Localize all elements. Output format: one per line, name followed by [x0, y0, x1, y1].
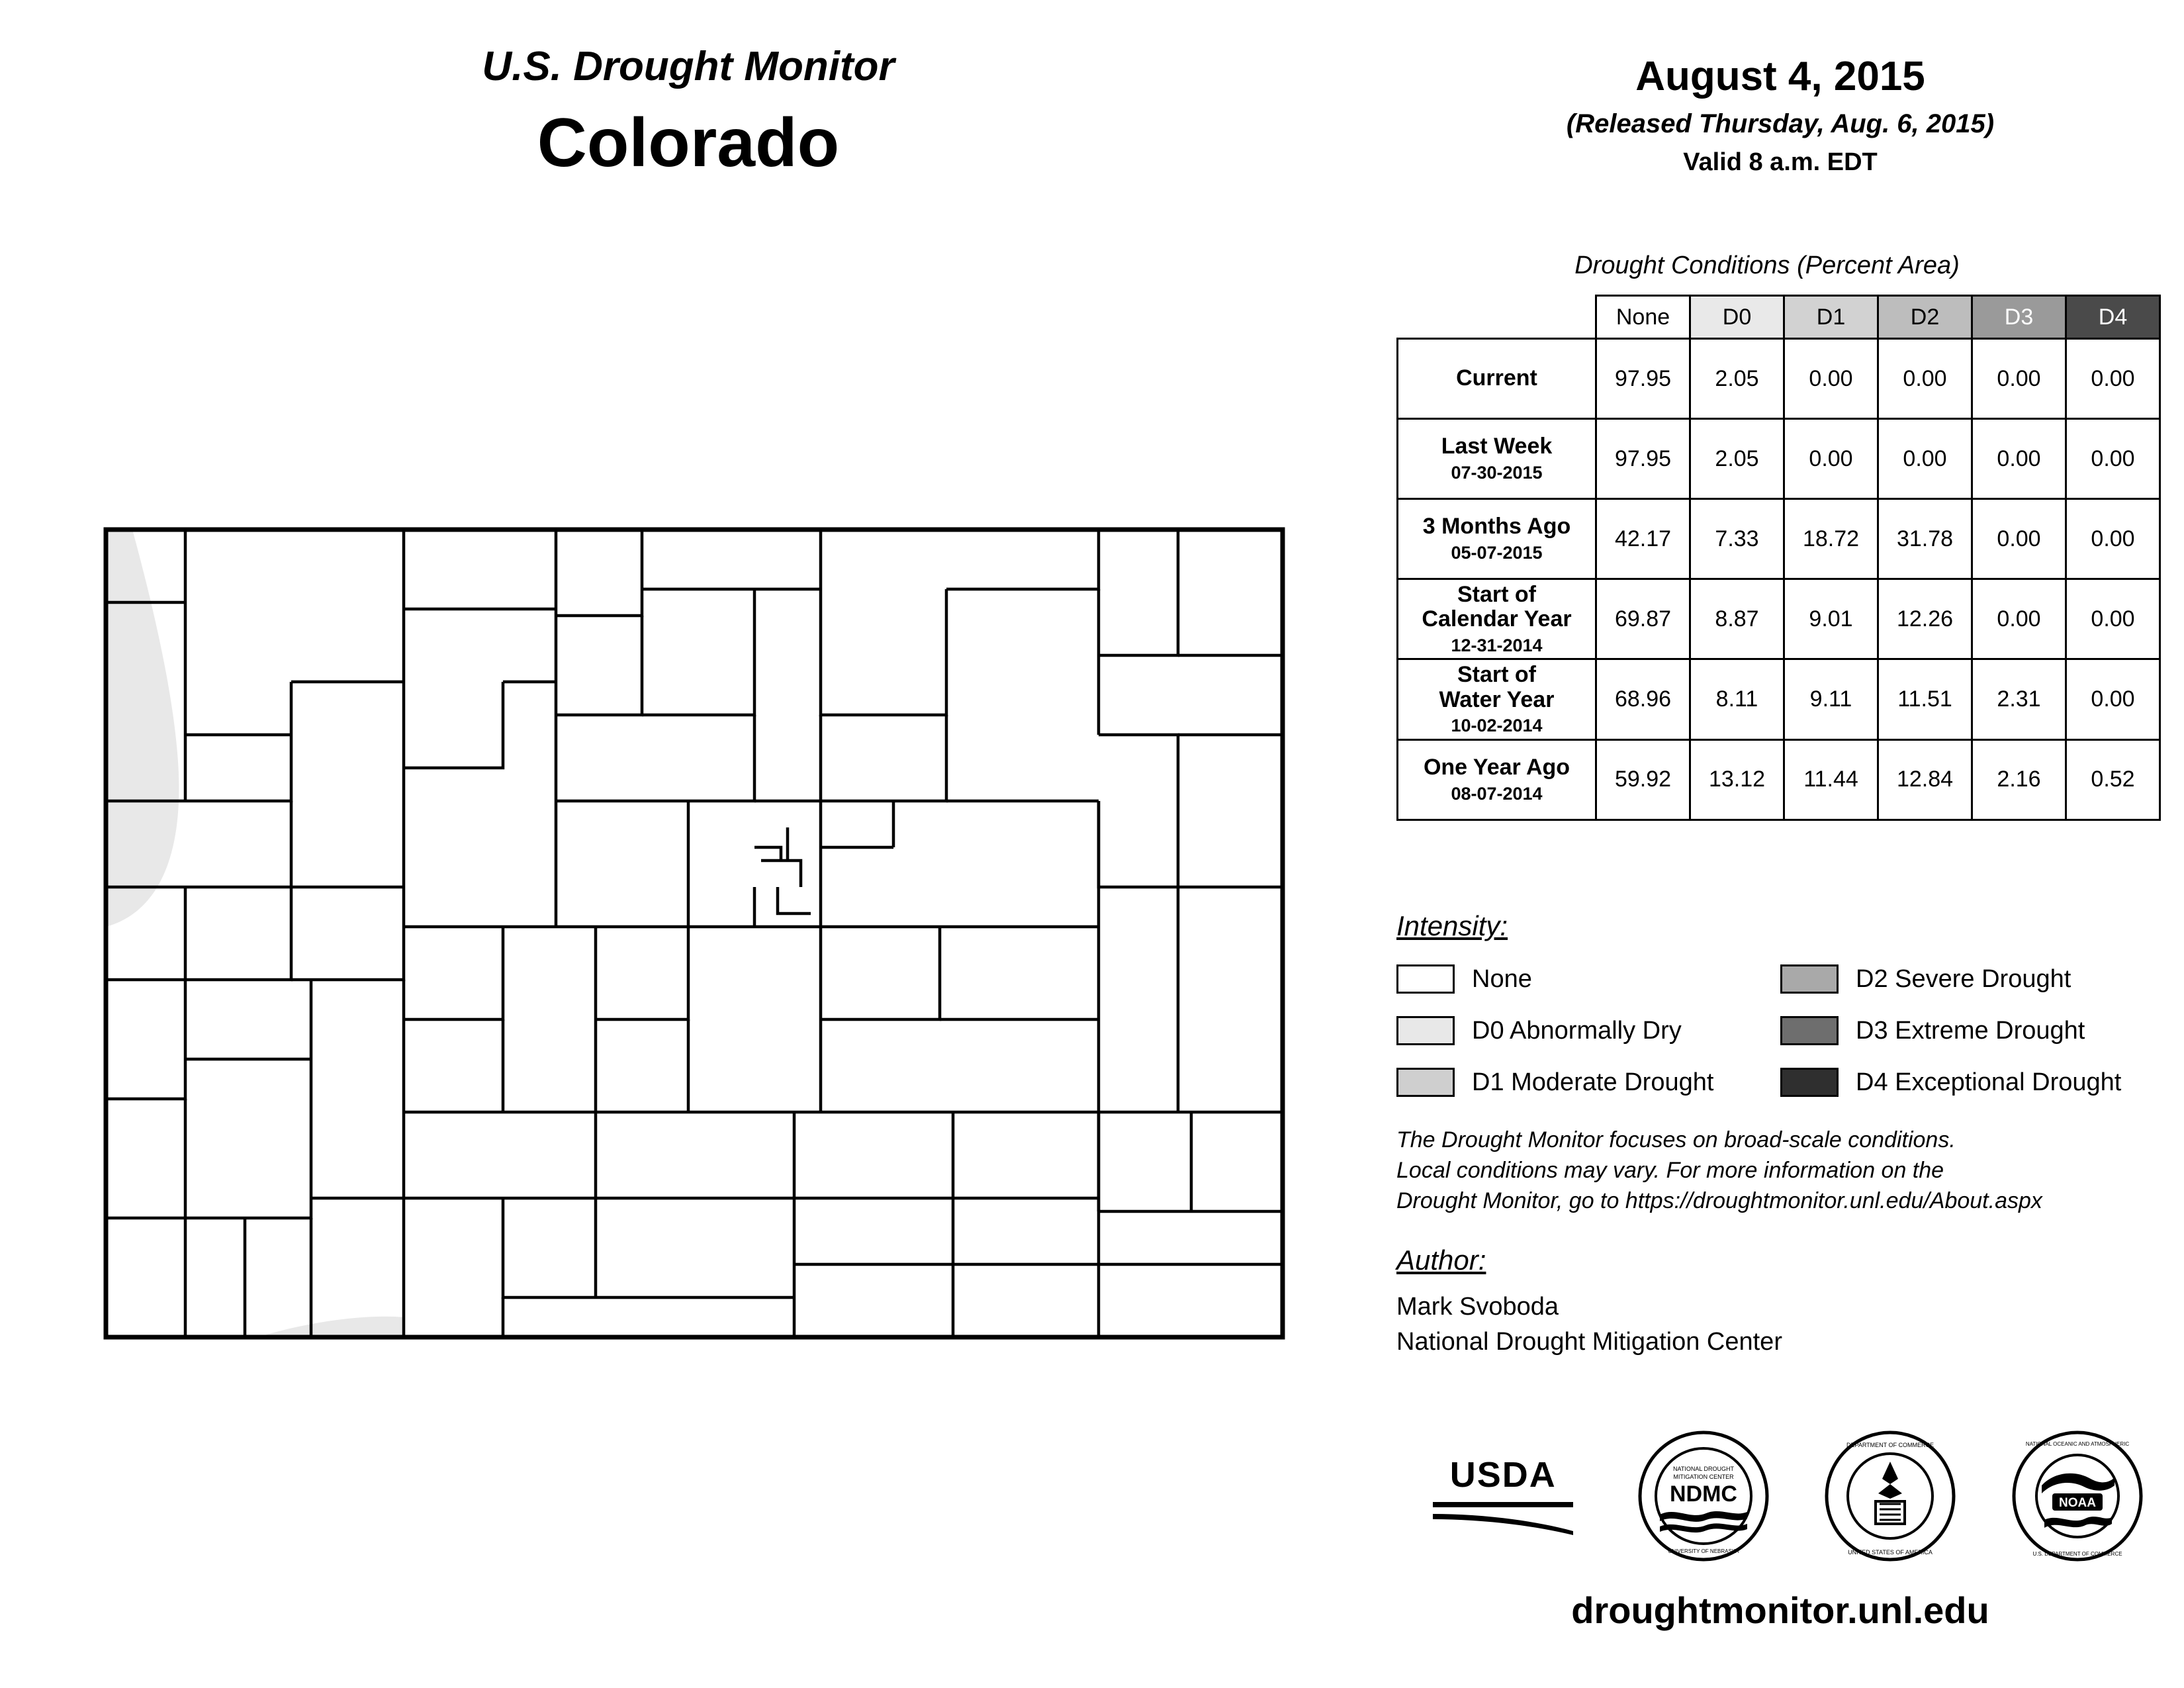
legend-item-d1: [1396, 1056, 1713, 1108]
table-corner-cell: [1398, 296, 1596, 339]
usda-logo-text: USDA: [1449, 1454, 1557, 1495]
cell-calendar-year-d1: 9.01: [1784, 579, 1878, 659]
map-date: August 4, 2015: [1635, 54, 1925, 99]
cell-one-year-d4: 0.52: [2066, 739, 2160, 820]
logo-row: [1396, 1423, 2171, 1569]
cell-last-week-d3: 0.00: [1972, 419, 2066, 499]
row-label-date: 10-02-2014: [1451, 716, 1543, 736]
column-header-d0: D0: [1690, 296, 1784, 339]
usda-swoosh-icon: [1424, 1498, 1582, 1538]
svg-text:UNIVERSITY OF NEBRASKA: UNIVERSITY OF NEBRASKA: [1668, 1548, 1739, 1554]
cell-water-year-d4: 0.00: [2066, 659, 2160, 739]
row-label-one-year-ago: [1398, 739, 1596, 820]
cell-last-week-d1: 0.00: [1784, 419, 1878, 499]
cell-3-months-d4: 0.00: [2066, 499, 2160, 579]
author-heading: Author:: [1396, 1244, 1486, 1276]
cell-last-week-d0: 2.05: [1690, 419, 1784, 499]
legend-item-d3: [1780, 1005, 2121, 1056]
legend-label-d3: D3 Extreme Drought: [1856, 1016, 2085, 1045]
row-label-text: Last Week: [1441, 434, 1553, 459]
row-label-text: Start of Water Year: [1439, 662, 1555, 712]
cell-last-week-d4: 0.00: [2066, 419, 2160, 499]
cell-calendar-year-d0: 8.87: [1690, 579, 1784, 659]
intensity-heading: Intensity:: [1396, 910, 1508, 941]
disclaimer-line-3: Drought Monitor, go to https://droughtmonitor.unl.edu/About.aspx: [1396, 1188, 2042, 1213]
cell-one-year-d2: 12.84: [1878, 739, 1972, 820]
row-label-last-week: [1398, 419, 1596, 499]
row-label-text: Start of Calendar Year: [1422, 582, 1572, 632]
legend-item-none: [1396, 953, 1713, 1005]
legend-item-d0: [1396, 1005, 1713, 1056]
released-date: (Released Thursday, Aug. 6, 2015): [1566, 109, 1995, 138]
footer-url[interactable]: droughtmonitor.unl.edu: [1571, 1589, 1989, 1631]
svg-text:UNITED STATES OF AMERICA: UNITED STATES OF AMERICA: [1848, 1549, 1933, 1556]
map-county-lines: [106, 530, 1283, 1337]
drought-conditions-table: [1396, 295, 2161, 821]
svg-text:MITIGATION CENTER: MITIGATION CENTER: [1673, 1474, 1734, 1480]
row-label-text: Current: [1456, 365, 1537, 391]
cell-current-none: 97.95: [1596, 339, 1690, 419]
cell-last-week-d2: 0.00: [1878, 419, 1972, 499]
cell-last-week-none: 97.95: [1596, 419, 1690, 499]
cell-calendar-year-d2: 12.26: [1878, 579, 1972, 659]
column-header-d4: D4: [2066, 296, 2160, 339]
table-row: [1398, 499, 2160, 579]
column-header-none: None: [1596, 296, 1690, 339]
cell-3-months-d0: 7.33: [1690, 499, 1784, 579]
title-block: [0, 46, 1377, 185]
row-label-start-water-year: [1398, 659, 1596, 739]
cell-current-d2: 0.00: [1878, 339, 1972, 419]
swatch-d0-icon: [1396, 1016, 1455, 1045]
row-label-start-calendar-year: [1398, 579, 1596, 659]
legend-item-d4: [1780, 1056, 2121, 1108]
valid-time: Valid 8 a.m. EDT: [1683, 148, 1878, 176]
legend-item-d2: [1780, 953, 2121, 1005]
legend-label-d0: D0 Abnormally Dry: [1472, 1016, 1682, 1045]
cell-3-months-d2: 31.78: [1878, 499, 1972, 579]
disclaimer-line-1: The Drought Monitor focuses on broad-scale conditions.: [1396, 1127, 1956, 1152]
table-caption: Drought Conditions (Percent Area): [1574, 252, 1960, 279]
cell-current-d1: 0.00: [1784, 339, 1878, 419]
svg-text:NDMC: NDMC: [1669, 1481, 1737, 1507]
cell-one-year-d0: 13.12: [1690, 739, 1784, 820]
cell-calendar-year-none: 69.87: [1596, 579, 1690, 659]
table-row: [1398, 739, 2160, 820]
colorado-map[interactable]: [93, 516, 1297, 1397]
cell-one-year-d1: 11.44: [1784, 739, 1878, 820]
swatch-d3-icon: [1780, 1016, 1839, 1045]
author-info: [1396, 1289, 1782, 1360]
cell-water-year-d1: 9.11: [1784, 659, 1878, 739]
svg-text:NOAA: NOAA: [2058, 1496, 2096, 1510]
table-row: [1398, 419, 2160, 499]
row-label-date: 07-30-2015: [1451, 462, 1543, 483]
map-d0-shading: [106, 530, 404, 1337]
author-name: Mark Svoboda: [1396, 1293, 1559, 1321]
cell-3-months-none: 42.17: [1596, 499, 1690, 579]
row-label-3-months-ago: [1398, 499, 1596, 579]
swatch-d4-icon: [1780, 1068, 1839, 1097]
cell-one-year-d3: 2.16: [1972, 739, 2066, 820]
disclaimer-line-2: Local conditions may vary. For more information on the: [1396, 1157, 1944, 1183]
cell-one-year-none: 59.92: [1596, 739, 1690, 820]
disclaimer-text: [1396, 1125, 2171, 1217]
cell-water-year-d2: 11.51: [1878, 659, 1972, 739]
column-header-d1: D1: [1784, 296, 1878, 339]
swatch-d1-icon: [1396, 1068, 1455, 1097]
legend-label-d4: D4 Exceptional Drought: [1856, 1068, 2122, 1096]
map-state-outline: [106, 530, 1283, 1337]
cell-3-months-d1: 18.72: [1784, 499, 1878, 579]
page-title: U.S. Drought Monitor: [482, 44, 895, 89]
svg-text:NATIONAL OCEANIC AND ATMOSPHER: NATIONAL OCEANIC AND ATMOSPHERIC: [2025, 1441, 2129, 1447]
swatch-none-icon: [1396, 964, 1455, 994]
colorado-map-svg: [93, 516, 1297, 1397]
author-org: National Drought Mitigation Center: [1396, 1328, 1782, 1356]
state-title: Colorado: [537, 105, 840, 181]
row-label-date: 05-07-2015: [1451, 542, 1543, 563]
cell-current-d3: 0.00: [1972, 339, 2066, 419]
info-panel: [1377, 0, 2184, 1688]
cell-calendar-year-d3: 0.00: [1972, 579, 2066, 659]
table-row: [1398, 659, 2160, 739]
ndmc-logo: [1637, 1430, 1770, 1562]
usda-logo: [1424, 1454, 1582, 1538]
cell-current-d4: 0.00: [2066, 339, 2160, 419]
cell-calendar-year-d4: 0.00: [2066, 579, 2160, 659]
cell-water-year-d0: 8.11: [1690, 659, 1784, 739]
legend-column-right: [1780, 953, 2121, 1108]
column-header-d2: D2: [1878, 296, 1972, 339]
row-label-text: One Year Ago: [1423, 755, 1570, 780]
cell-current-d0: 2.05: [1690, 339, 1784, 419]
row-label-text: 3 Months Ago: [1422, 514, 1571, 539]
svg-text:DEPARTMENT OF COMMERCE: DEPARTMENT OF COMMERCE: [1846, 1442, 1934, 1448]
legend-column-left: [1396, 953, 1713, 1108]
legend-label-d2: D2 Severe Drought: [1856, 964, 2071, 993]
cell-water-year-none: 68.96: [1596, 659, 1690, 739]
cell-water-year-d3: 2.31: [1972, 659, 2066, 739]
svg-text:U.S. DEPARTMENT OF COMMERCE: U.S. DEPARTMENT OF COMMERCE: [2032, 1551, 2122, 1557]
row-label-date: 08-07-2014: [1451, 783, 1543, 804]
swatch-d2-icon: [1780, 964, 1839, 994]
noaa-logo: [2011, 1430, 2144, 1562]
legend-label-none: None: [1472, 964, 1532, 993]
department-of-commerce-logo: [1824, 1430, 1956, 1562]
cell-3-months-d3: 0.00: [1972, 499, 2066, 579]
date-block: [1377, 53, 2184, 177]
table-header-row: [1398, 296, 2160, 339]
legend-label-d1: D1 Moderate Drought: [1472, 1068, 1714, 1096]
row-label-date: 12-31-2014: [1451, 635, 1543, 655]
table-row: [1398, 339, 2160, 419]
svg-text:NATIONAL DROUGHT: NATIONAL DROUGHT: [1672, 1466, 1734, 1472]
table-row: [1398, 579, 2160, 659]
row-label-current: [1398, 339, 1596, 419]
column-header-d3: D3: [1972, 296, 2066, 339]
